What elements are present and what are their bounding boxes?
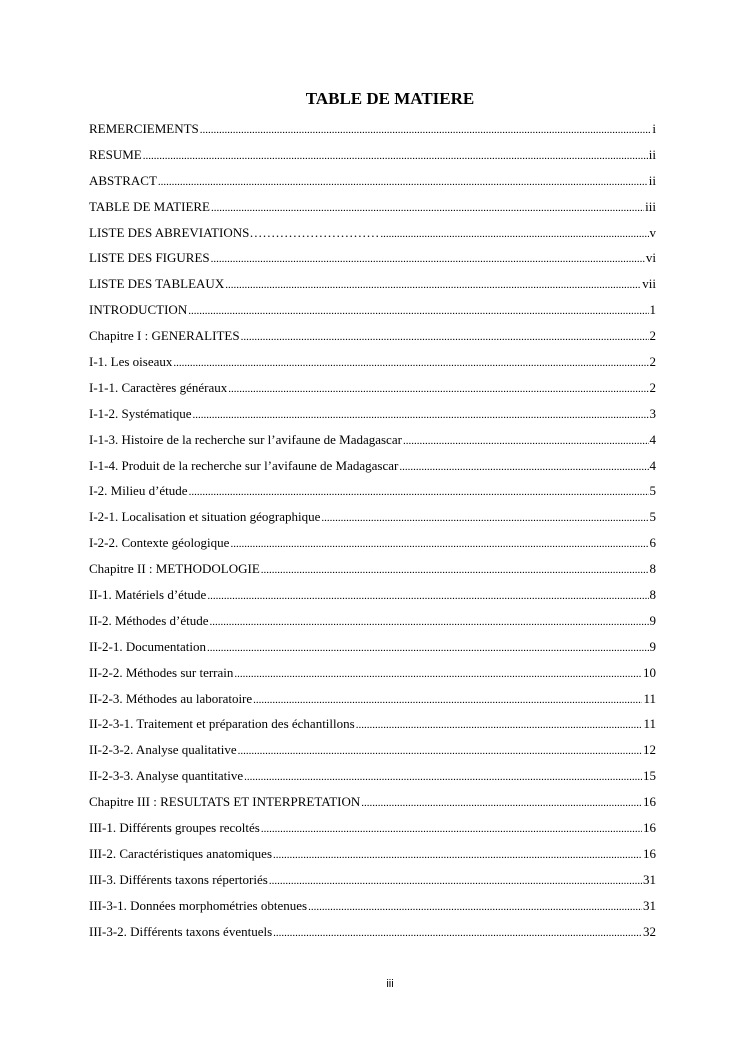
toc-entry[interactable] bbox=[89, 323, 656, 349]
toc-entry-page: 8 bbox=[649, 561, 656, 577]
toc-entry[interactable] bbox=[89, 245, 656, 271]
toc-dot-leader bbox=[308, 895, 642, 919]
toc-entry-page: 4 bbox=[649, 457, 656, 473]
toc-dot-leader bbox=[253, 688, 642, 712]
toc-entry-label: TABLE DE MATIERE bbox=[89, 198, 210, 214]
toc-dot-leader bbox=[173, 351, 648, 375]
toc-dot-leader bbox=[356, 713, 643, 737]
toc-dot-leader bbox=[269, 869, 642, 893]
toc-dot-leader bbox=[211, 196, 644, 220]
toc-entry-label: I-1-2. Systématique bbox=[89, 405, 192, 421]
toc-entry-label: Chapitre III : RESULTATS ET INTERPRETATION bbox=[89, 794, 361, 810]
toc-entry-page: vi bbox=[645, 250, 656, 266]
toc-entry[interactable] bbox=[89, 815, 656, 841]
toc-entry[interactable] bbox=[89, 582, 656, 608]
toc-entry-page: 6 bbox=[649, 535, 656, 551]
toc-dot-leader bbox=[228, 377, 648, 401]
toc-entry[interactable] bbox=[89, 789, 656, 815]
toc-entry[interactable] bbox=[89, 168, 656, 194]
toc-entry[interactable] bbox=[89, 375, 656, 401]
toc-entry-page: 16 bbox=[643, 820, 656, 836]
toc-entry-label: Chapitre I : GENERALITES bbox=[89, 328, 240, 344]
toc-entry-page: 11 bbox=[643, 690, 656, 706]
toc-entry-label: II-2-3-3. Analyse quantitative bbox=[89, 768, 244, 784]
toc-entry[interactable] bbox=[89, 893, 656, 919]
toc-entry-label: RESUME bbox=[89, 146, 142, 162]
toc-dot-leader bbox=[158, 170, 648, 194]
toc-dot-leader bbox=[241, 325, 649, 349]
toc-entry[interactable] bbox=[89, 711, 656, 737]
toc-dot-leader bbox=[210, 610, 649, 634]
toc-entry[interactable] bbox=[89, 530, 656, 556]
toc-entry-page: 5 bbox=[649, 483, 656, 499]
toc-entry[interactable] bbox=[89, 608, 656, 634]
toc-entry-page: 2 bbox=[649, 328, 656, 344]
toc-entry[interactable] bbox=[89, 220, 656, 246]
toc-entry[interactable] bbox=[89, 504, 656, 530]
toc-entry-page: 9 bbox=[649, 638, 656, 654]
toc-entry-label: II-2-1. Documentation bbox=[89, 638, 206, 654]
toc-entry-label: LISTE DES FIGURES bbox=[89, 250, 210, 266]
toc-entry-label: II-2-3. Méthodes au laboratoire bbox=[89, 690, 253, 706]
toc-entry-page: 31 bbox=[643, 871, 656, 887]
toc-entry-page: 11 bbox=[643, 716, 656, 732]
toc-dot-leader bbox=[234, 662, 642, 686]
toc-entry-label: II-2-2. Méthodes sur terrain bbox=[89, 664, 234, 680]
toc-entry-label: III-1. Différents groupes recoltés bbox=[89, 820, 260, 836]
toc-dot-leader bbox=[261, 558, 649, 582]
toc-entry-page: ii bbox=[648, 146, 656, 162]
toc-entry[interactable] bbox=[89, 427, 656, 453]
toc-dot-leader bbox=[188, 299, 648, 323]
toc-entry[interactable] bbox=[89, 453, 656, 479]
toc-dot-leader bbox=[193, 403, 649, 427]
toc-dot-leader bbox=[261, 817, 642, 841]
toc-entry-label: INTRODUCTION bbox=[89, 302, 188, 318]
toc-entry-label: III-3-2. Différents taxons éventuels bbox=[89, 923, 273, 939]
page-title: TABLE DE MATIERE bbox=[305, 89, 475, 108]
toc-entry[interactable] bbox=[89, 116, 656, 142]
toc-entry-page: 3 bbox=[649, 405, 656, 421]
toc-dot-leader bbox=[200, 118, 652, 142]
toc-entry-label: Chapitre II : METHODOLOGIE bbox=[89, 561, 260, 577]
toc-entry[interactable] bbox=[89, 841, 656, 867]
toc-entry-page: 31 bbox=[643, 897, 656, 913]
toc-entry-page: 9 bbox=[649, 612, 656, 628]
toc-dot-leader bbox=[238, 739, 642, 763]
toc-dot-leader bbox=[380, 222, 648, 246]
toc-entry-label: I-1-1. Caractères généraux bbox=[89, 379, 228, 395]
toc-dot-leader bbox=[225, 273, 641, 297]
toc-entry-label: III-3-1. Données morphométries obtenues bbox=[89, 897, 308, 913]
toc-entry-label: II-1. Matériels d’étude bbox=[89, 587, 207, 603]
toc-entry-page: 12 bbox=[643, 742, 656, 758]
toc-entry[interactable] bbox=[89, 297, 656, 323]
toc-entry-page: 32 bbox=[643, 923, 656, 939]
toc-dot-leader bbox=[207, 636, 649, 660]
toc-entry-page: 4 bbox=[649, 431, 656, 447]
toc-entry-page: ii bbox=[648, 172, 656, 188]
table-of-contents bbox=[89, 116, 656, 945]
toc-entry-page: v bbox=[649, 224, 656, 240]
toc-entry[interactable] bbox=[89, 349, 656, 375]
toc-dot-leader bbox=[189, 480, 649, 504]
toc-entry-label: III-3. Différents taxons répertoriés bbox=[89, 871, 268, 887]
toc-dot-leader bbox=[211, 247, 645, 271]
toc-entry-label: ABSTRACT bbox=[89, 172, 157, 188]
toc-entry-label: I-2-1. Localisation et situation géographique bbox=[89, 509, 321, 525]
toc-entry-page: 16 bbox=[643, 794, 656, 810]
toc-dot-leader bbox=[230, 532, 648, 556]
toc-entry[interactable] bbox=[89, 401, 656, 427]
toc-entry-label: I-2-2. Contexte géologique bbox=[89, 535, 230, 551]
toc-dot-leader bbox=[321, 506, 648, 530]
toc-entry[interactable] bbox=[89, 763, 656, 789]
page-number: iii bbox=[386, 978, 394, 990]
toc-entry-label: II-2-3-2. Analyse qualitative bbox=[89, 742, 237, 758]
toc-entry-label: I-1. Les oiseaux bbox=[89, 354, 173, 370]
toc-entry[interactable] bbox=[89, 271, 656, 297]
toc-entry-page: 5 bbox=[649, 509, 656, 525]
toc-entry[interactable] bbox=[89, 634, 656, 660]
toc-entry-label: II-2-3-1. Traitement et préparation des échantillons bbox=[89, 716, 355, 732]
toc-dot-leader bbox=[207, 584, 648, 608]
toc-dot-leader bbox=[361, 791, 642, 815]
toc-dot-leader bbox=[273, 921, 642, 945]
toc-dot-leader bbox=[403, 429, 649, 453]
toc-entry-label: I-1-3. Histoire de la recherche sur l’avifaune de Madagascar bbox=[89, 431, 402, 447]
toc-entry-page: i bbox=[652, 121, 656, 136]
toc-entry-label: LISTE DES ABREVIATIONS………………………… bbox=[89, 224, 380, 240]
toc-entry[interactable] bbox=[89, 686, 656, 712]
toc-entry-label: LISTE DES TABLEAUX bbox=[89, 276, 225, 292]
toc-entry-page: 15 bbox=[643, 768, 656, 784]
toc-entry-page: vii bbox=[642, 276, 656, 292]
toc-entry-label: REMERCIEMENTS bbox=[89, 121, 199, 136]
toc-entry-label: III-2. Caractéristiques anatomiques bbox=[89, 845, 273, 861]
toc-dot-leader bbox=[273, 843, 642, 867]
toc-entry-page: 2 bbox=[649, 354, 656, 370]
toc-entry[interactable] bbox=[89, 556, 656, 582]
toc-dot-leader bbox=[244, 765, 642, 789]
toc-entry-label: II-2. Méthodes d’étude bbox=[89, 612, 209, 628]
toc-entry-page: 16 bbox=[643, 845, 656, 861]
toc-entry-label: I-1-4. Produit de la recherche sur l’avifaune de Madagascar bbox=[89, 457, 399, 473]
toc-entry[interactable] bbox=[89, 194, 656, 220]
toc-entry-page: 8 bbox=[649, 587, 656, 603]
toc-entry-page: iii bbox=[645, 198, 656, 214]
toc-entry[interactable] bbox=[89, 867, 656, 893]
toc-dot-leader bbox=[399, 455, 648, 479]
toc-entry[interactable] bbox=[89, 478, 656, 504]
toc-entry-page: 10 bbox=[643, 664, 656, 680]
toc-entry[interactable] bbox=[89, 660, 656, 686]
toc-entry[interactable] bbox=[89, 919, 656, 945]
toc-entry-page: 2 bbox=[649, 379, 656, 395]
toc-dot-leader bbox=[143, 144, 648, 168]
toc-entry-label: I-2. Milieu d’étude bbox=[89, 483, 188, 499]
toc-entry-page: 1 bbox=[649, 302, 656, 318]
toc-entry[interactable] bbox=[89, 737, 656, 763]
toc-entry[interactable] bbox=[89, 142, 656, 168]
